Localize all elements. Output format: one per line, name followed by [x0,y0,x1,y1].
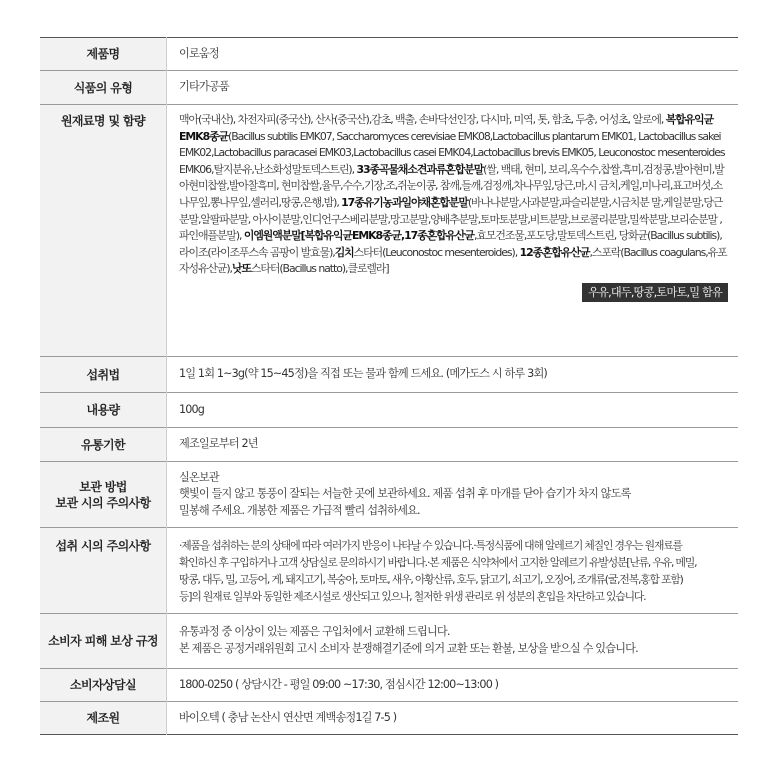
ingredients-text: 맥아(국내산), 차전자피(중국산), 산사(중국산),감초, 백출, 손바닥선인장, 다시마, 미역, 톳, 함초, 두충, 어성초, 알로에, [179,113,666,126]
ingredients-highlight: 33종곡물채소견과류혼합분말 [356,162,484,176]
allergen-container [179,283,728,302]
value-consult: 1800-0250 ( 상담시간 - 평일 09:00 ~17:30, 점심시간 12:00~13:00 ) [179,677,499,691]
value-ingredients [167,105,739,357]
row-storage [40,462,738,528]
row-food-type [40,71,738,105]
value-storage [167,462,739,528]
ingredients-highlight: 김치 [334,245,354,259]
row-compensation [40,614,738,669]
label-food-type: 식품의 유형 [40,71,167,105]
label-ingredients: 원재료명 및 함량 [40,105,167,357]
caution-line: ·제품을 섭취하는 분의 상태에 따라 여러가지 반응이 나타날 수 있습니다.·특정식품에 대해 알레르기 체질인 경우는 원재료를 [179,538,682,552]
caution-line: 땅콩, 대두, 밀, 고등어, 게, 돼지고기, 복숭아, 토마토, 새우, 아황산류, 호두, 닭고기, 쇠고기, 오징어, 조개류(굴,전복,홍합 포함) [179,572,683,586]
ingredients-text: ,스포락(Bacillus coagulans,유포 자성유산균), [179,245,727,276]
row-ingredients [40,105,738,357]
compensation-line: 유통과정 중 이상이 있는 제품은 구입처에서 교환해 드립니다. [179,625,450,639]
label-product-name: 제품명 [40,38,167,71]
ingredients-highlight: 이엠원액분말[복합유익균EMK8종균,17종혼합유산균 [243,229,474,243]
row-volume [40,393,738,428]
ingredients-text: 스타터(Bacillus natto),클로렐라] [250,262,389,276]
storage-line: 실온보관 [179,470,219,484]
value-compensation [167,614,739,669]
label-caution: 섭취 시의 주의사항 [40,528,167,614]
label-compensation: 소비자 피해 보상 규정 [40,614,167,669]
ingredients-text: 스타터(Leuconostoc mesenteroides), [353,245,520,259]
label-expiry: 유통기한 [40,428,167,462]
ingredients-highlight: 17종유기농과일야채혼합분말 [341,195,468,209]
label-consult: 소비자상담실 [40,669,167,702]
row-caution [40,528,738,614]
label-storage-line: 보관 시의 주의사항 [55,495,151,510]
product-info-table [40,37,738,735]
row-product-name [40,38,738,71]
ingredients-text: (쌀, 백태, 현미, 보리,옥수수,찹쌀,흑미,검정콩,발아현미,발아현미찹쌀,발아찰흑미, 현미찹쌀,율무,수수,기장,조,쥐눈이콩, 참깨,들깨,검정깨,차나무잎,당근,마,시 금치,케일,미나리,표고버섯,소나무잎,뽕나무잎,셀러리,땅콩,은행,밤), [179,162,724,209]
value-expiry: 제조일로부터 2년 [179,437,258,451]
ingredients-text: (바나나분말,사과분말,파슬리분말,시금치분 말,케일분말,당근분말,알팔파분말, 아사이분말,인디언구스베리분말,망고분말,양배추분말,토마토분말,비트분말,브로콜리분말,밀싹분말,보리순분말 ,파인애플분말), [179,195,723,243]
ingredients-highlight: 12종혼합유산균 [519,245,590,259]
value-volume: 100g [179,402,205,416]
ingredients-text: (Bacillus subtilis EMK07, Saccharomyces cerevisiae EMK08,Lactobacillus plantarum EMK01, Lactobacillus sakei EMK02,Lactobacillus paracasei EMK03,Lactobacillus casei EMK04,Lactobacillus brevis EMK05, Leuconostoc mesenteroides EMK06,탈지분유,난소화성말토덱스트린), [179,129,725,176]
value-intake: 1일 1회 1~3g(약 15~45정)을 직접 또는 물과 함께 드세요. (메가도스 시 하루 3회) [179,367,547,381]
storage-line: 밀봉해 주세요. 개봉한 제품은 가급적 빨리 섭취하세요. [179,503,420,517]
value-caution [167,528,739,614]
value-food-type: 기타가공품 [179,80,229,94]
value-maker: 바이오텍 ( 충남 논산시 연산면 계백송정1길 7-5 ) [179,710,397,724]
compensation-line: 본 제품은 공정거래위원회 고시 소비자 분쟁해결기준에 의거 교환 또는 환불, 보상을 받으실 수 있습니다. [179,642,638,655]
label-volume: 내용량 [40,393,167,428]
row-expiry [40,428,738,462]
label-intake: 섭취법 [40,357,167,393]
caution-line: 확인하신 후 구입하거나 고객 상담실로 문의하시기 바랍니다.·본 제품은 식약처에서 고지한 알레르기 유발성분[난류, 우유, 메밀, [179,555,697,569]
ingredients-highlight: 복합유익균EMK8종균 [179,113,714,143]
row-intake [40,357,738,393]
value-product-name: 이로움정 [179,46,219,60]
storage-line: 햇빛이 들지 않고 통풍이 잘되는 서늘한 곳에 보관하세요. 제품 섭취 후 마개를 닫아 습기가 차지 않도록 [179,487,631,501]
row-maker [40,702,738,735]
label-maker: 제조원 [40,702,167,735]
row-consult [40,669,738,702]
ingredients-highlight: 낫또 [231,262,251,276]
allergen-badge: 우유,대두,땅콩,토마토,밀 함유 [582,283,728,302]
label-storage-line: 보관 방법 [79,479,127,494]
caution-line: 등]의 원재료 일부와 동일한 제조시설로 생산되고 있으나, 철저한 위생 관리로 위 성분의 혼입을 차단하고 있습니다. [179,589,646,603]
label-storage [40,462,167,528]
ingredients-text: ,효모건조물,포도당,말토덱스트린, 당화균(Bacillus subtilis),라이조(라이조푸스속 곰팡이 발효물), [179,229,722,259]
